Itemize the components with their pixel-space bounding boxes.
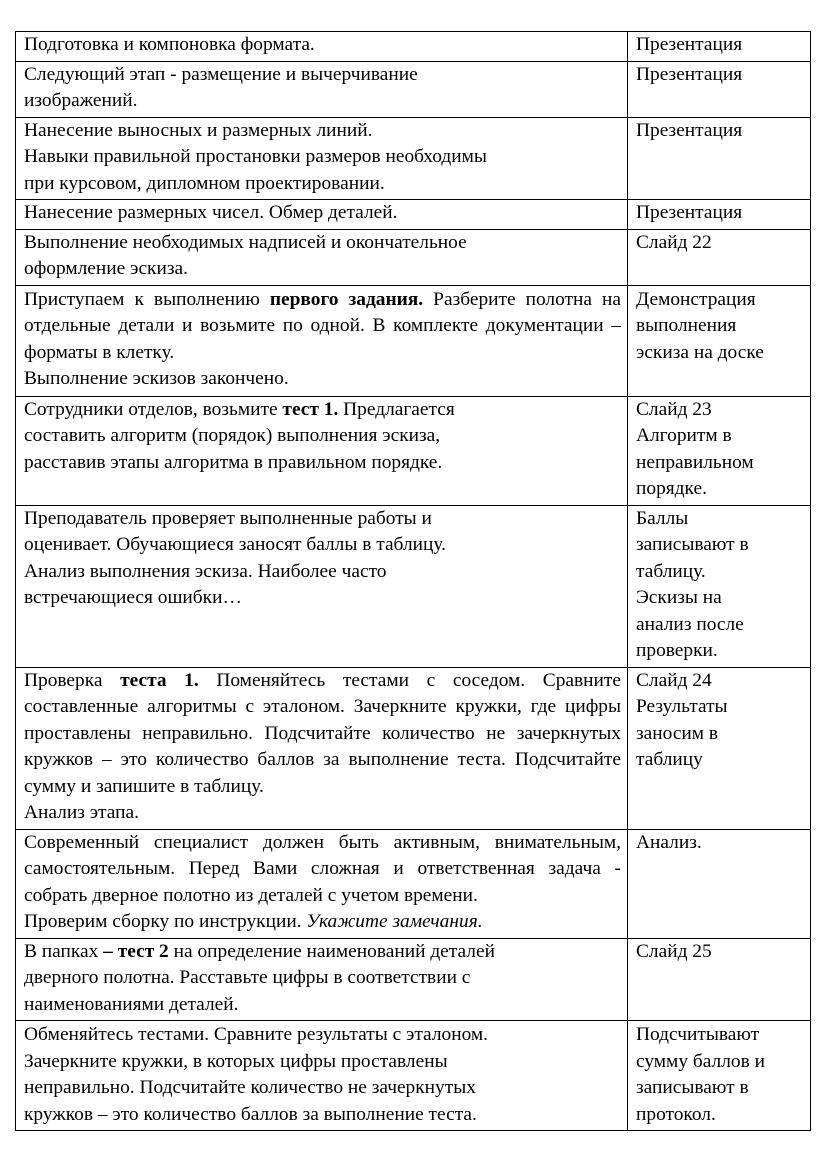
cell-text: Демонстрация xyxy=(636,288,756,310)
cell-text: расставив этапы алгоритма в правильном порядке. xyxy=(24,451,443,473)
activity-cell xyxy=(16,667,628,829)
cell-text: неправильно. Подсчитайте количество не зачеркнутых xyxy=(24,1077,476,1098)
cell-text: Слайд 24 xyxy=(636,669,712,691)
activity-cell xyxy=(16,1021,628,1131)
table-row xyxy=(16,285,811,396)
cell-text: Эскизы на xyxy=(636,587,722,608)
cell-text: Преподаватель проверяет выполненные работы и xyxy=(24,507,432,529)
cell-text: Проверим сборку по инструкции. xyxy=(24,911,307,932)
activity-cell xyxy=(16,229,628,285)
table-row xyxy=(16,505,811,667)
resource-cell xyxy=(628,285,811,396)
resource-cell xyxy=(628,200,811,230)
lesson-plan-table xyxy=(15,31,811,1131)
resource-cell xyxy=(628,396,811,505)
cell-text: Анализ выполнения эскиза. Наиболее часто xyxy=(24,560,387,582)
table-row xyxy=(16,1021,811,1131)
activity-cell xyxy=(16,938,628,1021)
cell-text: наименованиями деталей. xyxy=(24,993,239,1015)
cell-text: протокол. xyxy=(636,1103,716,1125)
table-row xyxy=(16,938,811,1021)
cell-text: Слайд 23 xyxy=(636,398,712,420)
activity-cell xyxy=(16,61,628,117)
cell-text-italic: Укажите замечания. xyxy=(306,911,483,932)
cell-text xyxy=(24,939,621,966)
resource-cell xyxy=(628,667,811,829)
cell-paragraph xyxy=(24,668,621,801)
cell-paragraph: Современный специалист должен быть активным, внимательным, самостоятельным. Перед Вами сложная и ответственная задача - собрать дверное полотно из деталей с учетом времени. xyxy=(24,831,621,906)
cell-text xyxy=(24,397,621,424)
cell-text: В папках xyxy=(24,940,104,962)
resource-cell xyxy=(628,505,811,667)
cell-text: Баллы xyxy=(636,507,689,529)
cell-text: Анализ. xyxy=(636,831,702,853)
cell-text xyxy=(24,909,621,936)
cell-text: сумму баллов и xyxy=(636,1050,765,1072)
cell-text: неправильном xyxy=(636,451,754,473)
activity-cell xyxy=(16,32,628,62)
cell-text-bold: первого задания. xyxy=(269,288,424,310)
cell-text: таблицу xyxy=(636,749,703,770)
cell-text: Следующий этап - размещение и вычерчивание xyxy=(24,63,418,85)
cell-text: Подсчитывают xyxy=(636,1024,760,1045)
cell-text: Слайд 22 xyxy=(636,231,712,253)
cell-text: на определение наименований деталей xyxy=(168,940,495,962)
cell-text: Слайд 25 xyxy=(636,940,712,962)
cell-text: Приступаем к выполнению xyxy=(24,288,270,310)
cell-text: Проверка xyxy=(24,669,121,691)
cell-text: Поменяйтесь тестами с соседом. Сравните составленные алгоритмы с эталоном. Зачеркните кружки, где цифры проставлены неправильно. Подсчитайте количество не зачеркнутых кружков – это количество баллов за выполнение теста. Подсчитайте сумму и запишите в таблицу. xyxy=(24,669,622,797)
table-row xyxy=(16,61,811,117)
document-page xyxy=(15,31,802,1131)
cell-text: Зачеркните кружки, в которых цифры проставлены xyxy=(24,1050,448,1072)
cell-text: таблицу. xyxy=(636,560,706,582)
cell-text: Нанесение размерных чисел. Обмер деталей. xyxy=(24,202,398,223)
resource-cell xyxy=(628,61,811,117)
cell-text: Подготовка и компоновка формата. xyxy=(24,34,315,55)
cell-text: кружков – это количество баллов за выполнение теста. xyxy=(24,1103,477,1125)
table-row xyxy=(16,396,811,505)
cell-text: заносим в xyxy=(636,722,719,744)
activity-cell xyxy=(16,117,628,200)
table-row xyxy=(16,117,811,200)
table-row xyxy=(16,829,811,938)
cell-text-bold: – тест 2 xyxy=(103,940,169,962)
activity-cell xyxy=(16,829,628,938)
activity-cell xyxy=(16,505,628,667)
cell-text: записывают в xyxy=(636,1077,749,1098)
resource-cell xyxy=(628,938,811,1021)
cell-text: Презентация xyxy=(636,34,743,55)
cell-text: Презентация xyxy=(636,63,743,85)
cell-text: оформление эскиза. xyxy=(24,258,188,279)
cell-text: проверки. xyxy=(636,640,718,661)
cell-text: Презентация xyxy=(636,202,743,223)
cell-text: анализ после xyxy=(636,613,744,635)
cell-text-bold: тест 1. xyxy=(282,398,339,420)
cell-text: эскиза на доске xyxy=(636,341,764,363)
table-row xyxy=(16,229,811,285)
cell-text: Разберите полотна на отдельные детали и возьмите по одной. В комплекте документации – форматы в клетку. xyxy=(24,288,622,363)
cell-text: составить алгоритм (порядок) выполнения эскиза, xyxy=(24,425,441,446)
cell-text-bold: теста 1. xyxy=(120,669,199,691)
cell-text: Анализ этапа. xyxy=(24,802,139,823)
cell-text: дверного полотна. Расставьте цифры в соответствии с xyxy=(24,967,471,988)
cell-text: Предлагается xyxy=(338,398,455,420)
resource-cell xyxy=(628,1021,811,1131)
cell-text: Выполнение эскизов закончено. xyxy=(24,368,289,389)
cell-text: Выполнение необходимых надписей и окончательное xyxy=(24,231,467,253)
cell-text: Результаты xyxy=(636,696,728,717)
cell-text: Навыки правильной простановки размеров необходимы xyxy=(24,146,487,167)
cell-text: записывают в xyxy=(636,534,749,555)
cell-text: Сотрудники отделов, возьмите xyxy=(24,398,283,420)
cell-text: выполнения xyxy=(636,315,737,336)
table-row xyxy=(16,667,811,829)
cell-text: изображений. xyxy=(24,90,138,111)
cell-text: встречающиеся ошибки… xyxy=(24,587,242,608)
resource-cell xyxy=(628,32,811,62)
cell-text: оценивает. Обучающиеся заносят баллы в таблицу. xyxy=(24,534,446,555)
cell-paragraph xyxy=(24,287,621,367)
cell-text: Обменяйтесь тестами. Сравните результаты с эталоном. xyxy=(24,1024,489,1045)
cell-text: при курсовом, дипломном проектировании. xyxy=(24,172,385,194)
table-row xyxy=(16,200,811,230)
table-row xyxy=(16,32,811,62)
cell-text: Нанесение выносных и размерных линий. xyxy=(24,119,373,141)
activity-cell xyxy=(16,200,628,230)
cell-text: Алгоритм в xyxy=(636,425,732,446)
resource-cell xyxy=(628,829,811,938)
cell-text: Презентация xyxy=(636,119,743,141)
activity-cell xyxy=(16,285,628,396)
cell-text: порядке. xyxy=(636,478,707,499)
resource-cell xyxy=(628,229,811,285)
activity-cell xyxy=(16,396,628,505)
resource-cell xyxy=(628,117,811,200)
